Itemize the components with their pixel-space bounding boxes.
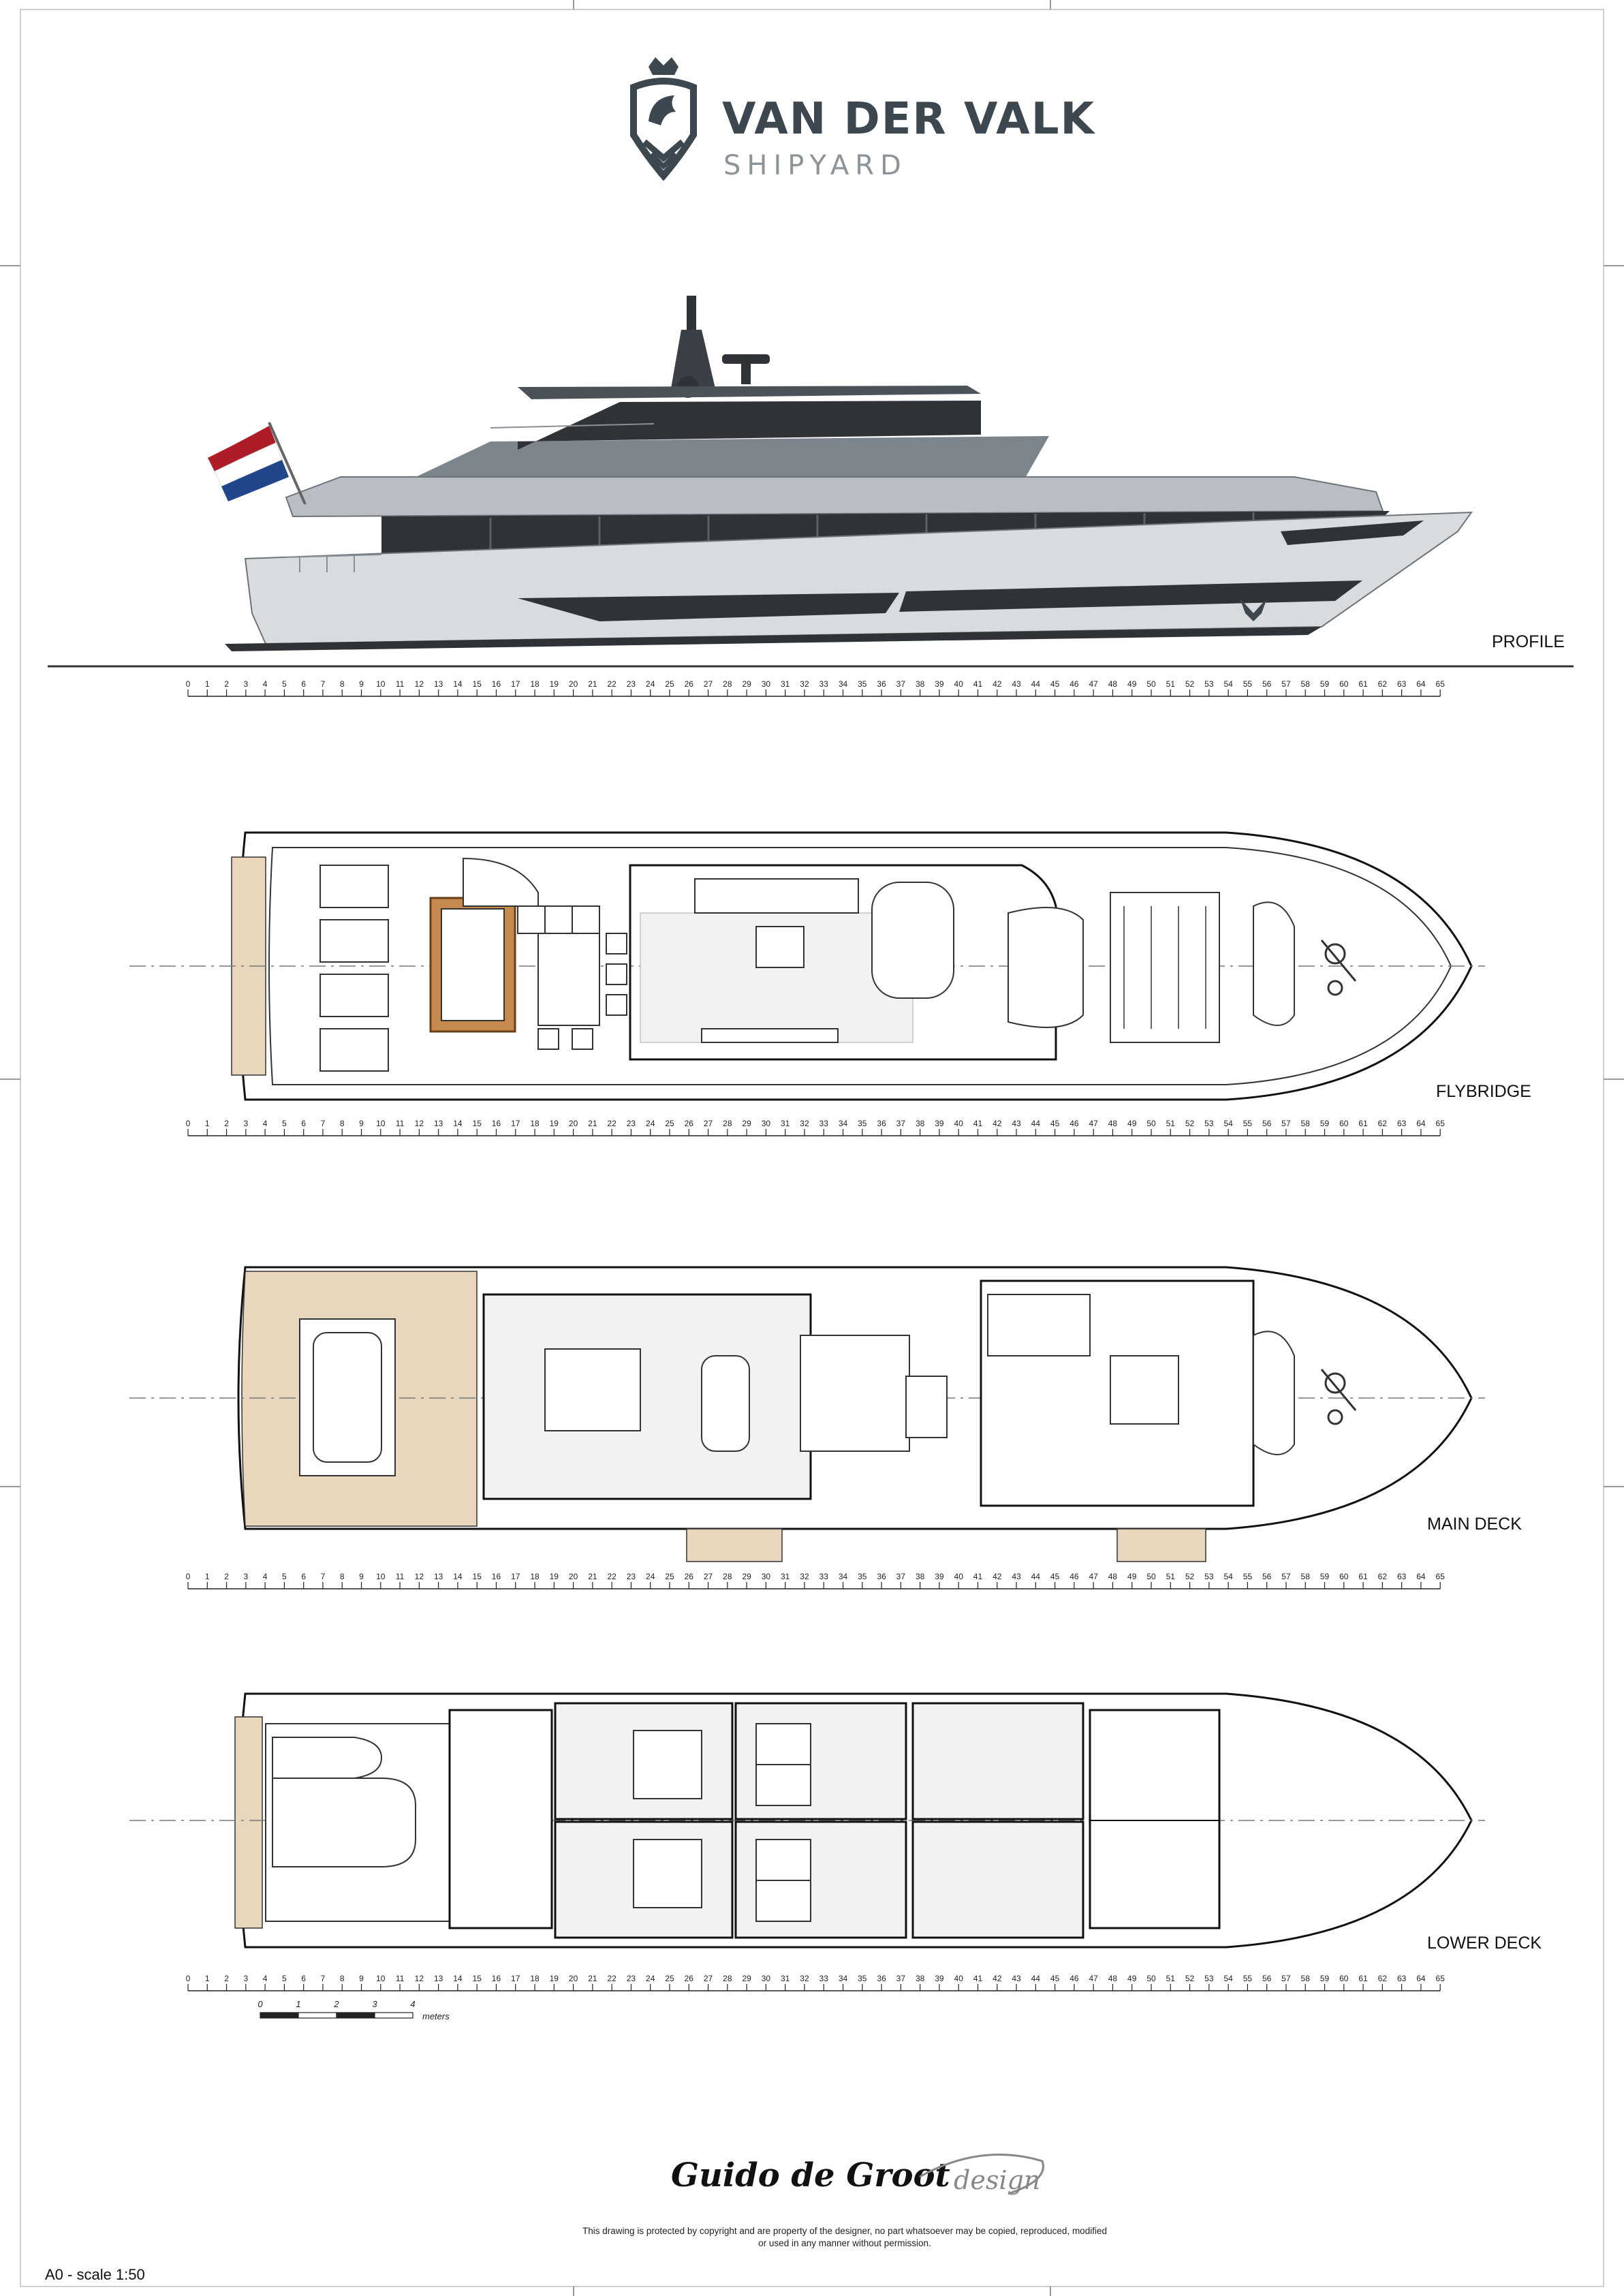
ruler-tick-label: 24 bbox=[646, 1974, 655, 1983]
ruler-tick-label: 58 bbox=[1300, 1974, 1310, 1983]
ruler-tick-label: 22 bbox=[607, 1572, 616, 1581]
ruler-tick-label: 10 bbox=[376, 1974, 386, 1983]
ruler-tick-label: 62 bbox=[1377, 1119, 1388, 1128]
ruler-tick-label: 19 bbox=[549, 1119, 559, 1128]
ruler-tick-label: 65 bbox=[1435, 1572, 1445, 1581]
ruler-tick-label: 13 bbox=[433, 679, 443, 689]
ruler-tick-label: 48 bbox=[1108, 1974, 1118, 1983]
ruler-tick-label: 35 bbox=[858, 1119, 867, 1128]
ruler-tick-label: 46 bbox=[1069, 1119, 1079, 1128]
ruler-tick-label: 9 bbox=[359, 1572, 364, 1581]
ruler-tick-label: 34 bbox=[838, 679, 848, 689]
ruler-tick-label: 35 bbox=[858, 1572, 867, 1581]
ruler-tick-label: 15 bbox=[472, 1119, 482, 1128]
sheet-scale: A0 - scale 1:50 bbox=[45, 2266, 145, 2283]
ruler-tick-label: 59 bbox=[1320, 1974, 1330, 1983]
ruler-tick-label: 34 bbox=[838, 1572, 848, 1581]
ruler-tick-label: 51 bbox=[1166, 1572, 1175, 1581]
ruler-tick-label: 36 bbox=[877, 1119, 886, 1128]
ruler-tick-label: 0 bbox=[185, 1119, 191, 1128]
ruler-tick-label: 3 bbox=[243, 1119, 249, 1128]
ruler-tick-label: 54 bbox=[1223, 679, 1233, 689]
ruler-tick-label: 57 bbox=[1281, 1119, 1291, 1128]
ruler-tick-label: 38 bbox=[915, 1572, 925, 1581]
ruler-tick-label: 6 bbox=[301, 679, 307, 689]
ruler-tick-label: 36 bbox=[877, 1974, 886, 1983]
scale-bar-tick-label: 1 bbox=[296, 1999, 301, 2009]
ruler-tick-label: 4 bbox=[262, 1974, 268, 1983]
ruler-tick-label: 41 bbox=[973, 1119, 983, 1128]
ruler-tick-label: 17 bbox=[511, 679, 520, 689]
ruler-tick-label: 1 bbox=[204, 1119, 210, 1128]
ruler-tick-label: 12 bbox=[414, 1572, 424, 1581]
signature-swoosh bbox=[906, 2146, 1056, 2207]
ruler-tick-label: 13 bbox=[433, 1572, 443, 1581]
ruler-tick-label: 60 bbox=[1339, 1974, 1349, 1983]
ruler-tick-label: 31 bbox=[781, 1119, 790, 1128]
lower-deck-label: LOWER DECK bbox=[1427, 1934, 1542, 1953]
ruler-tick-label: 1 bbox=[204, 679, 210, 689]
ruler-tick-label: 18 bbox=[530, 679, 540, 689]
designer-signature: Guido de Groot bbox=[671, 2156, 950, 2194]
ruler-tick-label: 4 bbox=[262, 1572, 268, 1581]
ruler-tick-label: 7 bbox=[320, 1974, 326, 1983]
ruler-tick-label: 20 bbox=[568, 1119, 578, 1128]
ruler-tick-label: 17 bbox=[511, 1572, 520, 1581]
ruler-tick-label: 42 bbox=[993, 1119, 1002, 1128]
ruler-tick-label: 10 bbox=[376, 1119, 386, 1128]
ruler-tick-label: 11 bbox=[395, 1974, 405, 1983]
ruler-tick-label: 50 bbox=[1146, 679, 1156, 689]
ruler-tick-label: 43 bbox=[1012, 679, 1021, 689]
ruler-tick-label: 25 bbox=[665, 1974, 674, 1983]
ruler-tick-label: 43 bbox=[1012, 1572, 1021, 1581]
ruler-tick-label: 45 bbox=[1050, 1974, 1060, 1983]
ruler-tick-label: 24 bbox=[646, 1572, 655, 1581]
ruler-tick-label: 41 bbox=[973, 679, 983, 689]
ruler-tick-label: 38 bbox=[915, 1119, 925, 1128]
ruler-tick-label: 53 bbox=[1204, 1572, 1214, 1581]
ruler-tick-label: 23 bbox=[626, 1572, 636, 1581]
ruler-tick-label: 15 bbox=[472, 679, 482, 689]
ruler-tick-label: 26 bbox=[684, 1572, 693, 1581]
ruler-tick-label: 25 bbox=[665, 679, 674, 689]
ruler-tick-label: 2 bbox=[224, 679, 229, 689]
ruler-tick-label: 48 bbox=[1108, 1572, 1118, 1581]
ruler-tick-label: 58 bbox=[1300, 679, 1310, 689]
ruler-tick-label: 32 bbox=[800, 1119, 809, 1128]
ruler-tick-label: 39 bbox=[935, 679, 944, 689]
ruler-tick-label: 14 bbox=[453, 679, 463, 689]
ruler-tick-label: 4 bbox=[262, 679, 268, 689]
ruler-tick-label: 8 bbox=[339, 1572, 345, 1581]
ruler-tick-label: 44 bbox=[1031, 1974, 1040, 1983]
ruler-tick-label: 45 bbox=[1050, 1119, 1060, 1128]
ruler-tick-label: 10 bbox=[376, 679, 386, 689]
ruler-tick-label: 23 bbox=[626, 1974, 636, 1983]
ruler-tick-label: 47 bbox=[1089, 1974, 1098, 1983]
ruler-tick-label: 50 bbox=[1146, 1974, 1156, 1983]
ruler-tick-label: 44 bbox=[1031, 1119, 1040, 1128]
ruler-tick-label: 63 bbox=[1396, 1119, 1407, 1128]
scale-bar-tick-label: 0 bbox=[257, 1999, 263, 2009]
ruler-tick-label: 51 bbox=[1166, 1974, 1175, 1983]
ruler-tick-label: 60 bbox=[1339, 1572, 1349, 1581]
ruler-tick-label: 42 bbox=[993, 1572, 1002, 1581]
ruler-tick-label: 60 bbox=[1339, 679, 1349, 689]
ruler-tick-label: 0 bbox=[185, 679, 191, 689]
brand-name: VAN DER VALK bbox=[722, 94, 1096, 144]
ruler-tick-label: 18 bbox=[530, 1119, 540, 1128]
ruler-tick-label: 14 bbox=[453, 1119, 463, 1128]
ruler-tick-label: 51 bbox=[1166, 679, 1175, 689]
ruler-tick-label: 64 bbox=[1416, 1119, 1426, 1128]
ruler-tick-label: 37 bbox=[896, 1572, 906, 1581]
ruler-tick-label: 9 bbox=[359, 679, 364, 689]
ruler-tick-label: 43 bbox=[1012, 1119, 1021, 1128]
ruler-tick-label: 34 bbox=[838, 1119, 848, 1128]
ruler-tick-label: 27 bbox=[703, 1572, 713, 1581]
ruler-tick-label: 22 bbox=[607, 679, 616, 689]
ruler-tick-label: 50 bbox=[1146, 1572, 1156, 1581]
ruler-tick-label: 62 bbox=[1377, 679, 1388, 689]
ruler-tick-label: 48 bbox=[1108, 679, 1118, 689]
ruler-tick-label: 42 bbox=[993, 679, 1002, 689]
ruler-tick-label: 54 bbox=[1223, 1119, 1233, 1128]
ruler-tick-label: 49 bbox=[1127, 1119, 1137, 1128]
ruler-tick-label: 41 bbox=[973, 1974, 983, 1983]
ruler-tick-label: 32 bbox=[800, 1974, 809, 1983]
ruler-tick-label: 37 bbox=[896, 1974, 906, 1983]
ruler-tick-label: 29 bbox=[742, 1119, 751, 1128]
ruler-tick-label: 16 bbox=[491, 1572, 501, 1581]
ruler-tick-label: 55 bbox=[1243, 1572, 1253, 1581]
ruler-tick-label: 25 bbox=[665, 1119, 674, 1128]
ruler-tick-label: 37 bbox=[896, 679, 906, 689]
ruler-tick-label: 5 bbox=[282, 679, 287, 689]
ruler-tick-label: 40 bbox=[954, 1119, 963, 1128]
ruler-tick-label: 6 bbox=[301, 1572, 307, 1581]
ruler-tick-label: 40 bbox=[954, 679, 963, 689]
ruler-tick-label: 31 bbox=[781, 679, 790, 689]
ruler-tick-label: 30 bbox=[761, 679, 771, 689]
scale-bar-segment bbox=[298, 2013, 337, 2018]
ruler-tick-label: 5 bbox=[282, 1572, 287, 1581]
ruler-tick-label: 63 bbox=[1396, 1974, 1407, 1983]
ruler-tick-label: 37 bbox=[896, 1119, 906, 1128]
ruler-tick-label: 58 bbox=[1300, 1572, 1310, 1581]
main-deck-label: MAIN DECK bbox=[1427, 1515, 1522, 1534]
scale-bar-tick-label: 3 bbox=[372, 1999, 377, 2009]
ruler-tick-label: 2 bbox=[224, 1974, 229, 1983]
ruler-tick-label: 20 bbox=[568, 1572, 578, 1581]
ruler-tick-label: 7 bbox=[320, 1119, 326, 1128]
ruler-tick-label: 28 bbox=[723, 1974, 732, 1983]
flybridge-label: FLYBRIDGE bbox=[1436, 1082, 1531, 1101]
ruler-tick-label: 28 bbox=[723, 1119, 732, 1128]
ruler-tick-label: 20 bbox=[568, 1974, 578, 1983]
ruler-tick-label: 23 bbox=[626, 679, 636, 689]
ruler-tick-label: 6 bbox=[301, 1119, 307, 1128]
ruler-tick-label: 32 bbox=[800, 1572, 809, 1581]
ruler-tick-label: 57 bbox=[1281, 1572, 1291, 1581]
ruler-tick-label: 21 bbox=[588, 1119, 597, 1128]
ruler-tick-label: 39 bbox=[935, 1119, 944, 1128]
ruler-tick-label: 53 bbox=[1204, 1974, 1214, 1983]
ruler-tick-label: 65 bbox=[1435, 1974, 1445, 1983]
ruler-tick-label: 61 bbox=[1358, 1572, 1368, 1581]
ruler-tick-label: 38 bbox=[915, 1974, 925, 1983]
ruler-tick-label: 56 bbox=[1262, 1974, 1272, 1983]
ruler-tick-label: 36 bbox=[877, 1572, 886, 1581]
ruler-tick-label: 30 bbox=[761, 1572, 771, 1581]
ruler-tick-label: 45 bbox=[1050, 679, 1060, 689]
ruler-tick-label: 46 bbox=[1069, 1974, 1079, 1983]
ruler-tick-label: 6 bbox=[301, 1974, 307, 1983]
ruler-tick-label: 8 bbox=[339, 1119, 345, 1128]
ruler-tick-label: 33 bbox=[819, 1974, 828, 1983]
ruler-tick-label: 18 bbox=[530, 1572, 540, 1581]
scale-bar-segment bbox=[260, 2013, 298, 2018]
ruler-tick-label: 64 bbox=[1416, 679, 1426, 689]
ruler-tick-label: 65 bbox=[1435, 1119, 1445, 1128]
ruler-tick-label: 29 bbox=[742, 1572, 751, 1581]
ruler-tick-label: 59 bbox=[1320, 1119, 1330, 1128]
ruler-tick-label: 13 bbox=[433, 1119, 443, 1128]
ruler-tick-label: 14 bbox=[453, 1572, 463, 1581]
ruler-tick-label: 35 bbox=[858, 1974, 867, 1983]
ruler-tick-label: 16 bbox=[491, 679, 501, 689]
ruler-tick-label: 16 bbox=[491, 1974, 501, 1983]
ruler-tick-label: 8 bbox=[339, 1974, 345, 1983]
ruler-tick-label: 0 bbox=[185, 1572, 191, 1581]
ruler-tick-label: 10 bbox=[376, 1572, 386, 1581]
ruler-tick-label: 15 bbox=[472, 1572, 482, 1581]
ruler-tick-label: 0 bbox=[185, 1974, 191, 1983]
ruler-tick-label: 1 bbox=[204, 1974, 210, 1983]
scale-bar bbox=[252, 1996, 470, 2037]
ruler-tick-label: 27 bbox=[703, 679, 713, 689]
ruler-tick-label: 43 bbox=[1012, 1974, 1021, 1983]
ruler-tick-label: 21 bbox=[588, 1572, 597, 1581]
ruler-tick-label: 7 bbox=[320, 1572, 326, 1581]
ruler-tick-label: 13 bbox=[433, 1974, 443, 1983]
ruler-tick-label: 55 bbox=[1243, 1119, 1253, 1128]
ruler-tick-label: 8 bbox=[339, 679, 345, 689]
ruler-tick-label: 21 bbox=[588, 679, 597, 689]
ruler-tick-label: 56 bbox=[1262, 679, 1272, 689]
ruler-tick-label: 5 bbox=[282, 1974, 287, 1983]
ruler-tick-label: 48 bbox=[1108, 1119, 1118, 1128]
ruler-tick-label: 40 bbox=[954, 1572, 963, 1581]
copyright-notice: This drawing is protected by copyright and are property of the designer, no part whatsoever may be copied, reproduced, modified or used in any manner without permission. bbox=[582, 2226, 1107, 2248]
ruler-tick-label: 31 bbox=[781, 1974, 790, 1983]
ruler-tick-label: 29 bbox=[742, 679, 751, 689]
ruler-tick-label: 58 bbox=[1300, 1119, 1310, 1128]
brand-subtitle: SHIPYARD bbox=[723, 150, 907, 181]
ruler-tick-label: 52 bbox=[1185, 1572, 1195, 1581]
scale-bar-unit: meters bbox=[422, 2011, 450, 2021]
ruler-tick-label: 47 bbox=[1089, 1119, 1098, 1128]
ruler-tick-label: 15 bbox=[472, 1974, 482, 1983]
ruler-tick-label: 24 bbox=[646, 1119, 655, 1128]
ruler-tick-label: 60 bbox=[1339, 1119, 1349, 1128]
ruler-tick-label: 57 bbox=[1281, 679, 1291, 689]
ruler-tick-label: 23 bbox=[626, 1119, 636, 1128]
ruler-tick-label: 55 bbox=[1243, 679, 1253, 689]
ruler-tick-label: 39 bbox=[935, 1572, 944, 1581]
ruler-tick-label: 12 bbox=[414, 679, 424, 689]
ruler-tick-label: 16 bbox=[491, 1119, 501, 1128]
ruler-tick-label: 7 bbox=[320, 679, 326, 689]
ruler-tick-label: 2 bbox=[224, 1119, 229, 1128]
ruler-tick-label: 11 bbox=[395, 679, 405, 689]
ruler-tick-label: 36 bbox=[877, 679, 886, 689]
ruler-tick-label: 63 bbox=[1396, 1572, 1407, 1581]
ruler-tick-label: 34 bbox=[838, 1974, 848, 1983]
profile-label: PROFILE bbox=[1492, 632, 1565, 651]
ruler-tick-label: 64 bbox=[1416, 1974, 1426, 1983]
ruler-tick-label: 27 bbox=[703, 1119, 713, 1128]
ruler-tick-label: 26 bbox=[684, 1974, 693, 1983]
scale-bar-tick-label: 2 bbox=[334, 1999, 339, 2009]
ruler-tick-label: 50 bbox=[1146, 1119, 1156, 1128]
designer-suffix: design bbox=[954, 2165, 1041, 2195]
ruler-tick-label: 3 bbox=[243, 679, 249, 689]
ruler-tick-label: 28 bbox=[723, 679, 732, 689]
ruler-tick-label: 19 bbox=[549, 1974, 559, 1983]
ruler-tick-label: 14 bbox=[453, 1974, 463, 1983]
ruler-tick-label: 19 bbox=[549, 679, 559, 689]
ruler-tick-label: 42 bbox=[993, 1974, 1002, 1983]
ruler-tick-label: 1 bbox=[204, 1572, 210, 1581]
ruler-tick-label: 57 bbox=[1281, 1974, 1291, 1983]
ruler-tick-label: 56 bbox=[1262, 1572, 1272, 1581]
ruler-tick-label: 30 bbox=[761, 1119, 771, 1128]
ruler-tick-label: 59 bbox=[1320, 679, 1330, 689]
ruler-tick-label: 46 bbox=[1069, 1572, 1079, 1581]
ruler-tick-label: 41 bbox=[973, 1572, 983, 1581]
ruler-tick-label: 29 bbox=[742, 1974, 751, 1983]
ruler-tick-label: 61 bbox=[1358, 679, 1368, 689]
ruler-tick-label: 54 bbox=[1223, 1572, 1233, 1581]
ruler-tick-label: 2 bbox=[224, 1572, 229, 1581]
ruler-tick-label: 38 bbox=[915, 679, 925, 689]
ruler-tick-label: 33 bbox=[819, 1119, 828, 1128]
ruler-tick-label: 31 bbox=[781, 1572, 790, 1581]
ruler-tick-label: 9 bbox=[359, 1119, 364, 1128]
ruler-tick-label: 26 bbox=[684, 679, 693, 689]
ruler-tick-label: 19 bbox=[549, 1572, 559, 1581]
ruler-tick-label: 11 bbox=[395, 1572, 405, 1581]
ruler-tick-label: 49 bbox=[1127, 679, 1137, 689]
ruler-tick-label: 61 bbox=[1358, 1974, 1368, 1983]
ruler-tick-label: 52 bbox=[1185, 1974, 1195, 1983]
ruler-tick-label: 40 bbox=[954, 1974, 963, 1983]
ruler-tick-label: 55 bbox=[1243, 1974, 1253, 1983]
ruler-tick-label: 27 bbox=[703, 1974, 713, 1983]
ruler-tick-label: 46 bbox=[1069, 679, 1079, 689]
ruler-tick-label: 52 bbox=[1185, 1119, 1195, 1128]
ruler-tick-label: 39 bbox=[935, 1974, 944, 1983]
ruler-tick-label: 17 bbox=[511, 1974, 520, 1983]
ruler-tick-label: 33 bbox=[819, 1572, 828, 1581]
ruler-tick-label: 3 bbox=[243, 1974, 249, 1983]
ruler-tick-label: 44 bbox=[1031, 679, 1040, 689]
ruler-tick-label: 17 bbox=[511, 1119, 520, 1128]
ruler-tick-label: 63 bbox=[1396, 679, 1407, 689]
ruler-tick-label: 33 bbox=[819, 679, 828, 689]
ruler-tick-label: 64 bbox=[1416, 1572, 1426, 1581]
ruler-tick-label: 49 bbox=[1127, 1572, 1137, 1581]
ruler-tick-label: 4 bbox=[262, 1119, 268, 1128]
ruler-tick-label: 62 bbox=[1377, 1572, 1388, 1581]
ruler-tick-label: 62 bbox=[1377, 1974, 1388, 1983]
scale-bar-segment bbox=[337, 2013, 375, 2018]
ruler-tick-label: 65 bbox=[1435, 679, 1445, 689]
ruler-tick-label: 49 bbox=[1127, 1974, 1137, 1983]
ruler-tick-label: 24 bbox=[646, 679, 655, 689]
ruler-tick-label: 28 bbox=[723, 1572, 732, 1581]
ruler-tick-label: 51 bbox=[1166, 1119, 1175, 1128]
ruler-tick-label: 35 bbox=[858, 679, 867, 689]
ruler-tick-label: 61 bbox=[1358, 1119, 1368, 1128]
ruler-tick-label: 32 bbox=[800, 679, 809, 689]
ruler-tick-label: 21 bbox=[588, 1974, 597, 1983]
ruler-tick-label: 25 bbox=[665, 1572, 674, 1581]
ruler-tick-label: 22 bbox=[607, 1974, 616, 1983]
ruler-tick-label: 5 bbox=[282, 1119, 287, 1128]
ruler-tick-label: 47 bbox=[1089, 1572, 1098, 1581]
ruler-tick-label: 47 bbox=[1089, 679, 1098, 689]
ruler-tick-label: 44 bbox=[1031, 1572, 1040, 1581]
ruler-tick-label: 18 bbox=[530, 1974, 540, 1983]
ruler-tick-label: 45 bbox=[1050, 1572, 1060, 1581]
ruler-tick-label: 56 bbox=[1262, 1119, 1272, 1128]
ruler-tick-label: 12 bbox=[414, 1119, 424, 1128]
ruler-tick-label: 9 bbox=[359, 1974, 364, 1983]
ruler-tick-label: 12 bbox=[414, 1974, 424, 1983]
ruler-tick-label: 26 bbox=[684, 1119, 693, 1128]
ruler-tick-label: 11 bbox=[395, 1119, 405, 1128]
ruler-tick-label: 20 bbox=[568, 679, 578, 689]
scale-bar-tick-label: 4 bbox=[410, 1999, 416, 2009]
ruler-tick-label: 59 bbox=[1320, 1572, 1330, 1581]
ruler-tick-label: 3 bbox=[243, 1572, 249, 1581]
ruler-tick-label: 52 bbox=[1185, 679, 1195, 689]
ruler-tick-label: 53 bbox=[1204, 1119, 1214, 1128]
ruler-tick-label: 53 bbox=[1204, 679, 1214, 689]
scale-bar-segment bbox=[375, 2013, 413, 2018]
ruler-tick-label: 54 bbox=[1223, 1974, 1233, 1983]
ruler-tick-label: 30 bbox=[761, 1974, 771, 1983]
ruler-tick-label: 22 bbox=[607, 1119, 616, 1128]
